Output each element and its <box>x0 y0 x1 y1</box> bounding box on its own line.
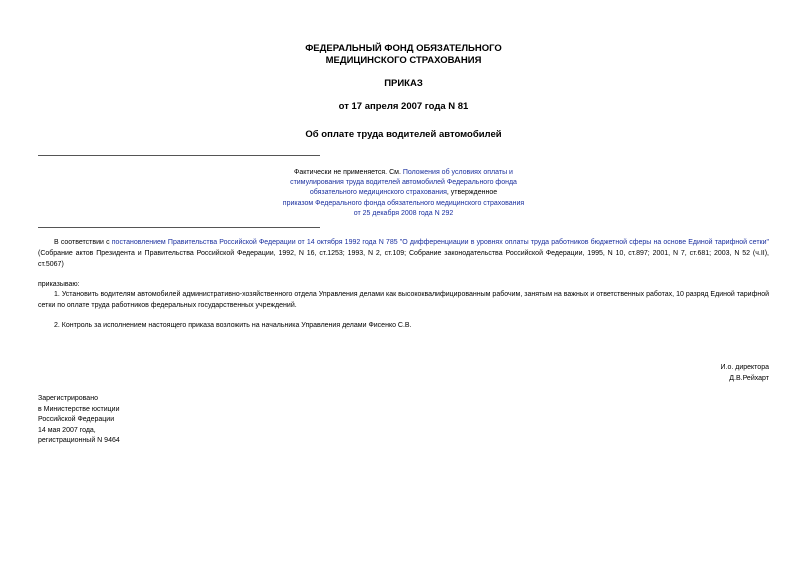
status-note <box>260 168 547 219</box>
signatory-position: И.о. директора <box>720 364 769 371</box>
regulation-link-line-1[interactable]: Положения об условиях оплаты и <box>402 169 513 176</box>
registration-line-2: в Министерстве юстиции <box>38 405 120 413</box>
document-date-number: от 17 апреля 2007 года N 81 <box>338 101 469 112</box>
registration-line-4: 14 мая 2007 года, <box>38 426 96 434</box>
basis-suffix: (Собрание актов Президента и Правительства Российской Федерации, 1992, N 16, ст.1253; 1993, N 2, ст.109; Собрание законодательства Российской Федерации, 1995, N 10, ст.897; 2001, N 7, ст.681; 2003, N 52 (ч.II), ст.5067) <box>38 250 769 268</box>
basis-paragraph <box>38 237 769 270</box>
status-note-mid: , утвержденное <box>446 189 498 197</box>
document-title: Об оплате труда водителей автомобилей <box>305 129 502 140</box>
registration-block <box>38 394 288 447</box>
order-item-2: 2. Контроль за исполнением настоящего приказа возложить на начальника Управления делами Фисенко С.В. <box>54 322 412 329</box>
regulation-link-line-3[interactable]: обязательного медицинского страхования <box>309 189 447 197</box>
government-resolution-link[interactable]: постановлением Правительства Российской Федерации от 14 октября 1992 года N 785 "О дифференциации в уровнях оплаты труда работников бюджетной сферы на основе Единой тарифной сетки" <box>111 239 769 246</box>
signature-block <box>569 362 769 384</box>
issuing-organization <box>0 43 807 67</box>
org-line-2: МЕДИЦИНСКОГО СТРАХОВАНИЯ <box>325 55 482 66</box>
regulation-link-line-2[interactable]: стимулирования труда водителей автомобилей Федерального фонда <box>290 179 517 187</box>
basis-prefix: В соответствии с <box>54 239 112 246</box>
signatory-name: Д.В.Рейхарт <box>729 375 769 382</box>
registration-line-5: регистрационный N 9464 <box>38 437 120 444</box>
order-item-1: 1. Установить водителям автомобилей административно-хозяйственного отдела Управления делами как высококвалифицированным рабочим, занятым на важных и ответственных работах, 10 разряд Единой тарифной сетки по оплате труда работников федеральных государственных учреждений. <box>38 291 769 309</box>
registration-line-1: Зарегистрировано <box>38 395 98 402</box>
order-link-line-1[interactable]: приказом Федерального фонда обязательного медицинского страхования <box>282 199 525 207</box>
registration-line-3: Российской Федерации <box>38 416 115 423</box>
divider-top <box>38 155 320 156</box>
divider-bottom <box>38 227 320 228</box>
status-note-prefix: Фактически не применяется. См. <box>294 169 403 176</box>
order-word: приказываю: <box>38 281 80 288</box>
org-line-1: ФЕДЕРАЛЬНЫЙ ФОНД ОБЯЗАТЕЛЬНОГО <box>305 43 502 54</box>
document-type: ПРИКАЗ <box>384 78 423 89</box>
order-link-line-2[interactable]: от 25 декабря 2008 года N 292 <box>353 209 454 217</box>
